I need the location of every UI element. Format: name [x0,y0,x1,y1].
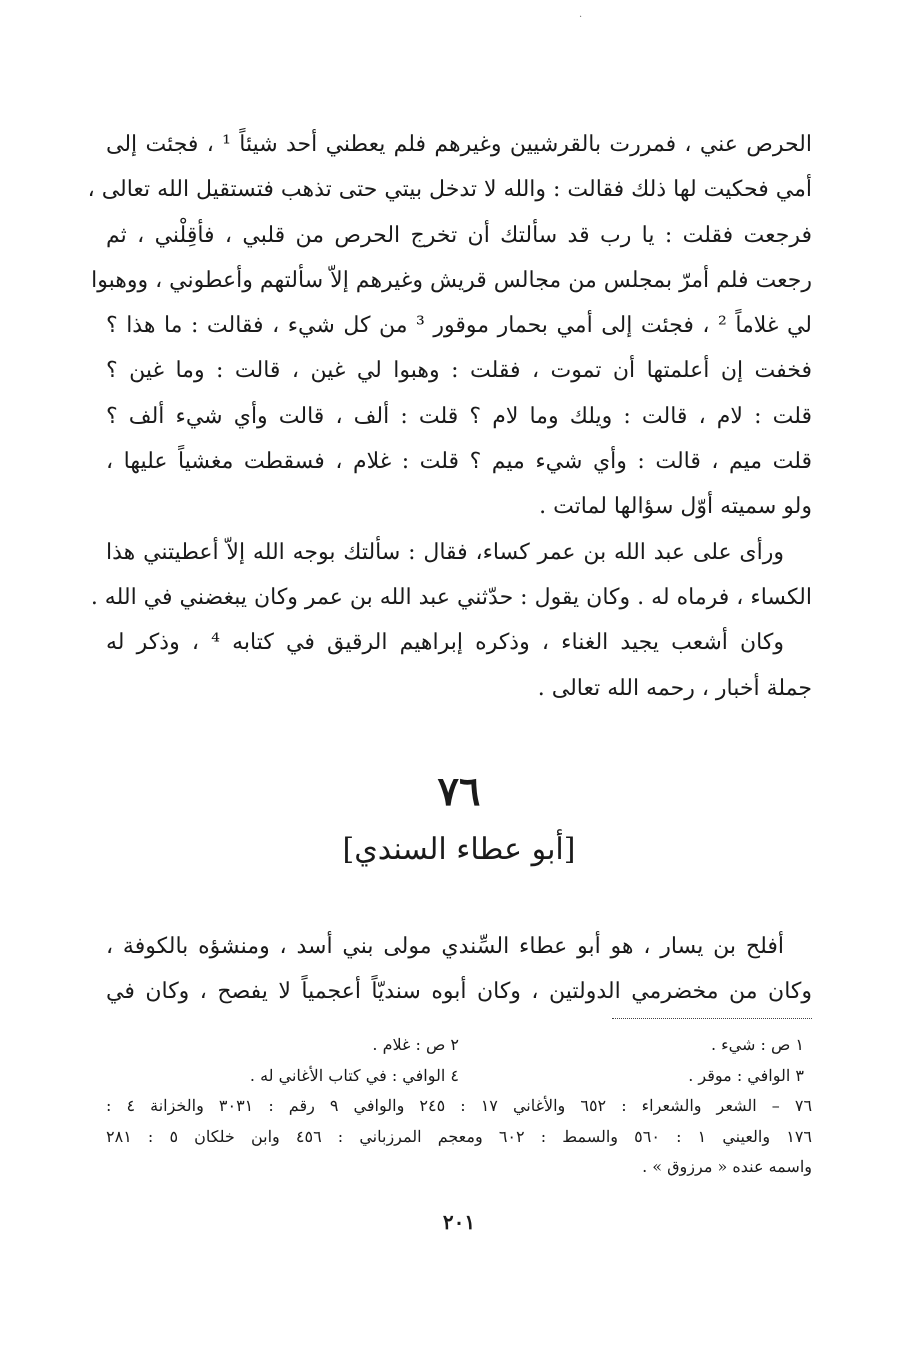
text-line: وكان من مخضرمي الدولتين ، وكان أبوه سنديّاً أعجمياً لا يفصح ، وكان في [106,979,812,1005]
footnote-row [106,1030,812,1061]
text-line: جملة أخبار ، رحمه الله تعالى . [537,675,812,701]
biography-text [106,924,812,1015]
paragraph-2 [90,530,812,621]
sources-note-line: ٧٦ – الشعر والشعراء : ٦٥٢ والأغاني ١٧ : ٢٤٥ والوافي ٩ رقم : ٣٠٣١ والخزانة ٤ : [106,1096,813,1115]
section-number: ٧٦ [437,768,481,815]
footnote-separator [612,1018,812,1019]
section-title: [أبو عطاء السندي] [342,832,576,867]
page-number: ٢٠١ [442,1210,476,1234]
text-line: أمي فحكيت لها ذلك فقالت : والله لا تدخل بيتي حتى تذهب فتستقيل الله تعالى ، [87,177,812,203]
footnotes [106,1030,812,1183]
text-line: لي غلاماً ² ، فجئت إلى أمي بحمار موقور ³ من كل شيء ، فقالت : ما هذا ؟ [106,313,812,339]
text-line: فخفت إن أعلمتها أن تموت ، فقلت : وهبوا لي غين ، قالت : وما غين ؟ [106,358,812,384]
text-line: الكساء ، فرماه له . وكان يقول : حدّثني عبد الله بن عمر وكان يبغضني في الله . [90,584,812,610]
footnote-2: ٢ ص : غلام . [372,1035,459,1054]
text-line: قلت : لام ، قالت : ويلك وما لام ؟ قلت : ألف ، قالت وأي شيء ألف ؟ [106,403,812,429]
main-text [87,122,812,711]
paragraph-3 [106,620,812,711]
sources-note-line: واسمه عنده « مرزوق » . [642,1157,812,1176]
footnote-4: ٤ الوافي : في كتاب الأغاني له . [249,1065,459,1085]
text-line: وكان أشعب يجيد الغناء ، وذكره إبراهيم الرقيق في كتابه ⁴ ، وذكر له [106,630,784,656]
text-line: قلت ميم ، قالت : وأي شيء ميم ؟ قلت : غلام ، فسقطت مغشياً عليها ، [106,449,812,475]
footnote-3: ٣ الوافي : موقر . [688,1065,804,1085]
text-line: فرجعت فقلت : يا رب قد سألتك أن تخرج الحرص من قلبي ، فأقِلْني ، ثم [106,222,812,248]
paragraph-1 [87,122,812,530]
text-line: رجعت فلم أمرّ بمجلس من مجالس قريش وغيرهم إلاّ سألتهم وأعطوني ، ووهبوا [91,267,812,293]
text-line: ورأى على عبد الله بن عمر كساء، فقال : سألتك بوجه الله إلاّ أعطيتني هذا [106,539,784,565]
text-line: أفلح بن يسار ، هو أبو عطاء السِّندي مولى بني أسد ، ومنشؤه بالكوفة ، [106,934,784,959]
text-line: الحرص عني ، فمررت بالقرشيين وغيرهم فلم يعطني أحد شيئاً ¹ ، فجئت إلى [106,132,812,157]
text-line: ولو سميته أوّل سؤالها لماتت . [539,494,812,520]
sources-note-line: ١٧٦ والعيني ١ : ٥٦٠ والسمط : ٦٠٢ ومعجم المرزباني : ٤٥٦ وابن خلكان ٥ : ٢٨١ [106,1126,812,1146]
scan-mark: · [579,12,583,23]
footnote-1: ١ ص : شيء . [710,1035,804,1054]
footnote-row [106,1061,812,1092]
